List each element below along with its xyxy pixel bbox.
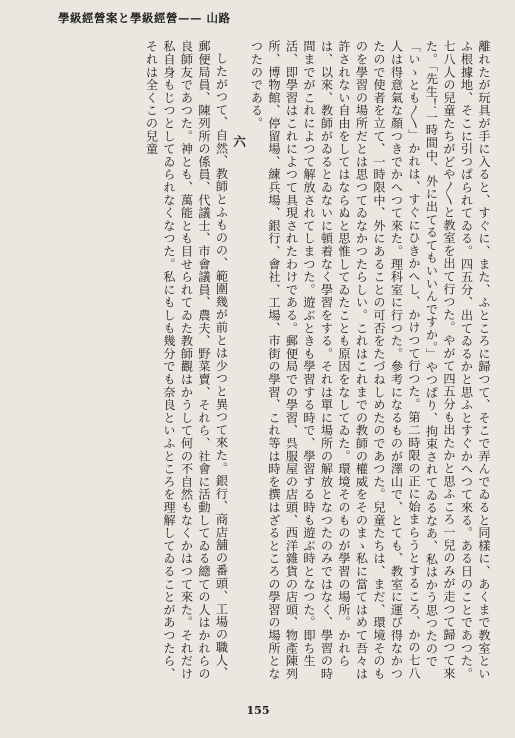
paragraph: 離れたが玩具が手に入ると、すぐに、また、ふところに歸つて、そこで弄んでゐると同樣に、あくまで教室といふ根據地、そこに引つぱられてゐる。四五分、出てゐるかと思ふとすぐかへつて來る。ある日のことであつた。七八人の兒童たちがどや〳〵と教室を出て行つた。やがて四五分も出たかと思ふころ一兒のみが走つて歸つて來た。「先生！一時間中、外に出てるてもいいんですか。」やつぱり、拘束されてゐるなあ、私はかう思つたので「いゝとも〳〵」かれは、すぐにひきかへし、かけつて行つた。第二時限の正に始まらうとするころ、かの七八人は得意氣な顏つきでかへつて來た。理科室に行つた。參考になるものが澤山で、とても、教室に運び得なかつたので使者を立て、一時限中、外にあることの可否をたづねしめたのであつた。兒童たちは、まだ、環境そのものを學習の場所だとは思つてゐなかつたらしい。これはこれまでの教師の權威をそのまゝ私に當てはめて吾々は許されない自由をしてはならぬと思惟してゐたことも原因をなしてゐた。環境そのものが學習の場所。かれらは、以來、教師がゐるとゐないに頓着なく學習をする。それは單に場所の解放となつたのみではなく、學習の時間までがこれによつて解放されてしまつた。遊ぶときも學習する時で、學習する時も遊ぶ時となつた。即ち生活、即學習はこれによつて具現されたわけである。郵便局での學習、呉服屋の店頭、西洋雜貨の店頭、物產陳列所、博物館、停留場、練兵場、銀行、會社、工場、市街の學習、これ等は時を撰はざるところの學習の場所となつたのである。 <box>249 40 491 680</box>
paragraph: したがつて、自然、教師とふものの、範圍幾が前とは少つと異つて來た。銀行、商店舖の番頭、工場の職人、郵便局員、陳列所の係員、代議士、市會議員、農夫、野菜賣、それら、社會に活動してゐる總ての人はかれらの良師友であつた。神とも、萬能とも目せられてゐた教師觀はかうして何の不自然もなくかはつて來た。それだけ私自身もじつとしてゐられなくなつた。私にもしも幾分でも奈良といふところを理解してゐることがあつたら、それは全くこの兒童 <box>144 40 229 680</box>
vertical-body-text <box>52 40 492 680</box>
section-heading: 六 <box>231 134 246 148</box>
page-number: 155 <box>246 704 270 717</box>
running-header: 學級經營案と學級經營—— 山路 <box>58 11 231 25</box>
